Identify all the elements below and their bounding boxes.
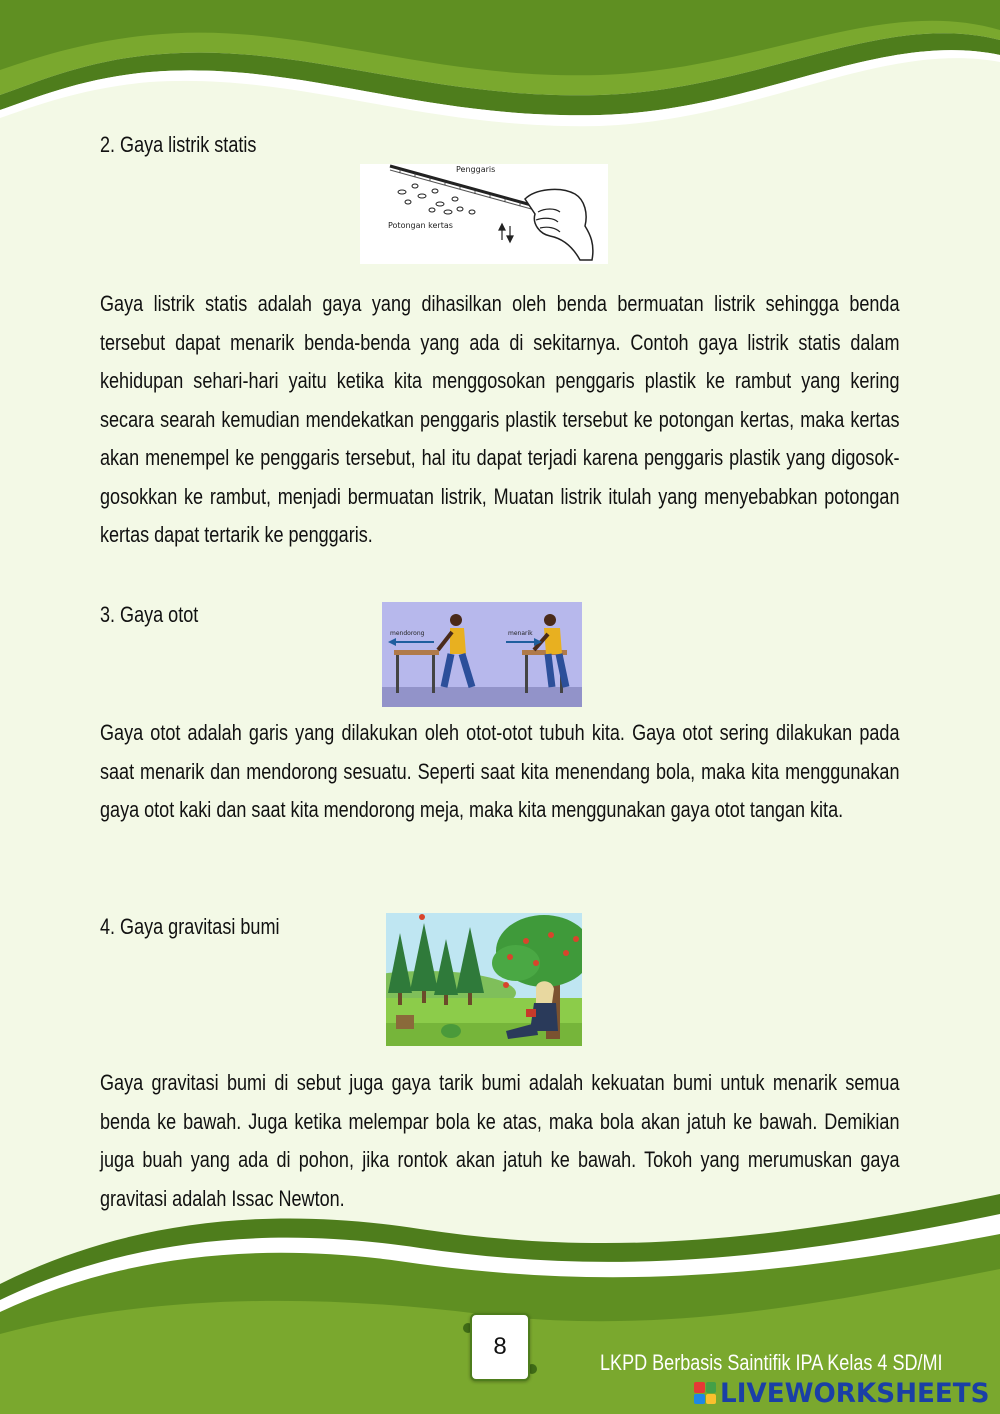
muscle-force-illustration	[382, 602, 582, 707]
top-wave-decoration	[0, 0, 1000, 150]
footer-title: LKPD Berbasis Saintifik IPA Kelas 4 SD/MI	[600, 1350, 943, 1375]
liveworksheets-wordmark: LIVEWORKSHEETS	[720, 1377, 990, 1409]
section-heading-gaya-listrik-statis: 2. Gaya listrik statis	[100, 132, 257, 157]
figure-label-menarik: menarik	[508, 630, 533, 637]
section-heading-gaya-otot: 3. Gaya otot	[100, 602, 199, 627]
figure-label-potongan-kertas: Potongan kertas	[388, 221, 453, 230]
liveworksheets-logo-icon	[694, 1382, 716, 1404]
paragraph-gaya-gravitasi-bumi: Gaya gravitasi bumi di sebut juga gaya tarik bumi adalah kekuatan bumi untuk menarik semua benda ke bawah. Juga ketika melempar bola ke atas, maka bola akan jatuh ke bawah. Demikian juga buah yang ada di pohon, jika rontok akan jatuh ke bawah. Tokoh yang merumuskan gaya gravitasi adalah Issac Newton.	[100, 1070, 900, 1211]
section-heading-gaya-gravitasi-bumi: 4. Gaya gravitasi bumi	[100, 914, 280, 939]
gravity-newton-illustration	[386, 913, 582, 1046]
page-number: 8	[470, 1313, 530, 1381]
paragraph-gaya-otot: Gaya otot adalah garis yang dilakukan oleh otot-otot tubuh kita. Gaya otot sering dilakukan pada saat menarik dan mendorong sesuatu. Seperti saat kita menendang bola, maka kita menggunakan gaya otot kaki dan saat kita mendorong meja, maka kita menggunakan gaya otot tangan kita.	[100, 720, 900, 822]
figure-label-mendorong: mendorong	[390, 630, 425, 637]
liveworksheets-brand	[694, 1378, 998, 1408]
figure-label-penggaris: Penggaris	[456, 165, 496, 174]
paragraph-gaya-listrik-statis: Gaya listrik statis adalah gaya yang dihasilkan oleh benda bermuatan listrik sehingga benda tersebut dapat menarik benda-benda yang ada di sekitarnya. Contoh gaya listrik statis dalam kehidupan sehari-hari yaitu ketika kita menggosokan penggaris plastik ke rambut yang kering secara searah kemudian mendekatkan penggaris plastik tersebut ke potongan kertas, maka kertas akan menempel ke penggaris tersebut, hal itu dapat terjadi karena penggaris plastik yang digosok-gosokkan ke rambut, menjadi bermuatan listrik, Muatan listrik itulah yang menyebabkan potongan kertas dapat tertarik ke penggaris.	[100, 291, 900, 547]
static-electricity-illustration	[360, 164, 608, 264]
